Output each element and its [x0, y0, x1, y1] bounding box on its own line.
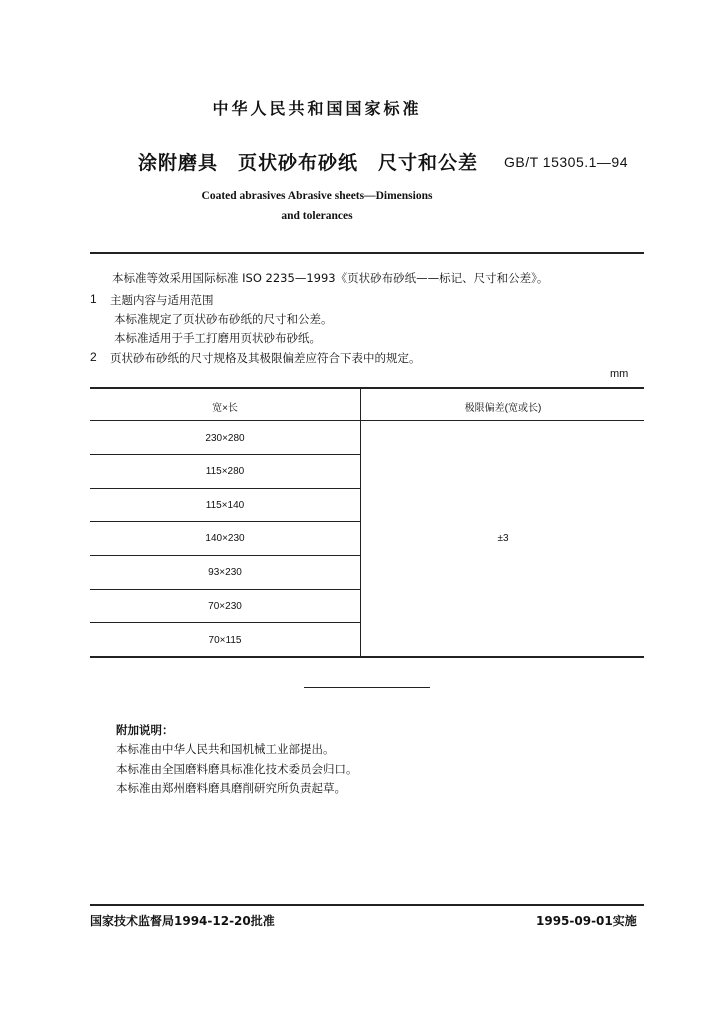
notes-line2: 本标准由全国磨料磨具标准化技术委员会归口。 [116, 762, 358, 776]
table-row-divider [90, 454, 360, 455]
intro-paragraph: 本标准等效采用国际标准 ISO 2235—1993《页状砂布砂纸——标记、尺寸和公差》。 [112, 271, 549, 285]
table-row: 70×115 [208, 635, 242, 646]
section1-paragraph1: 本标准规定了页状砂布砂纸的尺寸和公差。 [114, 312, 333, 326]
document-title-en-line1: Coated abrasives Abrasive sheets—Dimensions [201, 190, 433, 202]
table-header-size: 宽×长 [212, 403, 238, 414]
implementation-date: 1995-09-01实施 [536, 914, 637, 928]
end-divider [304, 687, 430, 688]
table-row: 115×140 [205, 500, 245, 511]
table-row: 230×280 [205, 433, 245, 444]
approval-date: 国家技术监督局1994-12-20批准 [90, 914, 275, 928]
document-title-en [0, 186, 724, 226]
notes-title: 附加说明： [116, 723, 174, 737]
notes-line1: 本标准由中华人民共和国机械工业部提出。 [116, 742, 335, 756]
standard-code: GB/T 15305.1—94 [504, 154, 628, 170]
section1-number: 1 [90, 292, 97, 306]
document-title-en-line2: and tolerances [281, 210, 353, 222]
table-row: 140×230 [205, 533, 245, 544]
tolerance-value: ±3 [497, 533, 509, 544]
table-header-divider [90, 420, 644, 421]
table-row: 70×230 [208, 601, 242, 612]
table-row-divider [90, 555, 360, 556]
table-row-divider [90, 521, 360, 522]
header-divider [90, 252, 644, 254]
table-row-divider [90, 622, 360, 623]
unit-label: mm [610, 368, 629, 380]
notes-line3: 本标准由郑州磨料磨具磨削研究所负责起草。 [116, 781, 346, 795]
table-row-divider [90, 589, 360, 590]
footer-divider [90, 904, 644, 906]
table-header-tolerance: 极限偏差(宽或长) [464, 403, 542, 414]
section2-paragraph: 页状砂布砂纸的尺寸规格及其极限偏差应符合下表中的规定。 [110, 351, 421, 365]
standard-org-title: 中华人民共和国国家标准 [212, 99, 422, 118]
table-row-divider [90, 488, 360, 489]
table-bottom-border [90, 656, 644, 658]
table-top-border [90, 387, 644, 389]
table-row: 115×280 [205, 466, 245, 477]
section1-title: 主题内容与适用范围 [110, 293, 214, 307]
section1-paragraph2: 本标准适用于手工打磨用页状砂布砂纸。 [114, 331, 321, 345]
table-column-divider [360, 387, 361, 656]
table-row: 93×230 [208, 567, 242, 578]
document-title-zh: 涂附磨具 页状砂布砂纸 尺寸和公差 [138, 152, 479, 174]
section2-number: 2 [90, 350, 97, 364]
